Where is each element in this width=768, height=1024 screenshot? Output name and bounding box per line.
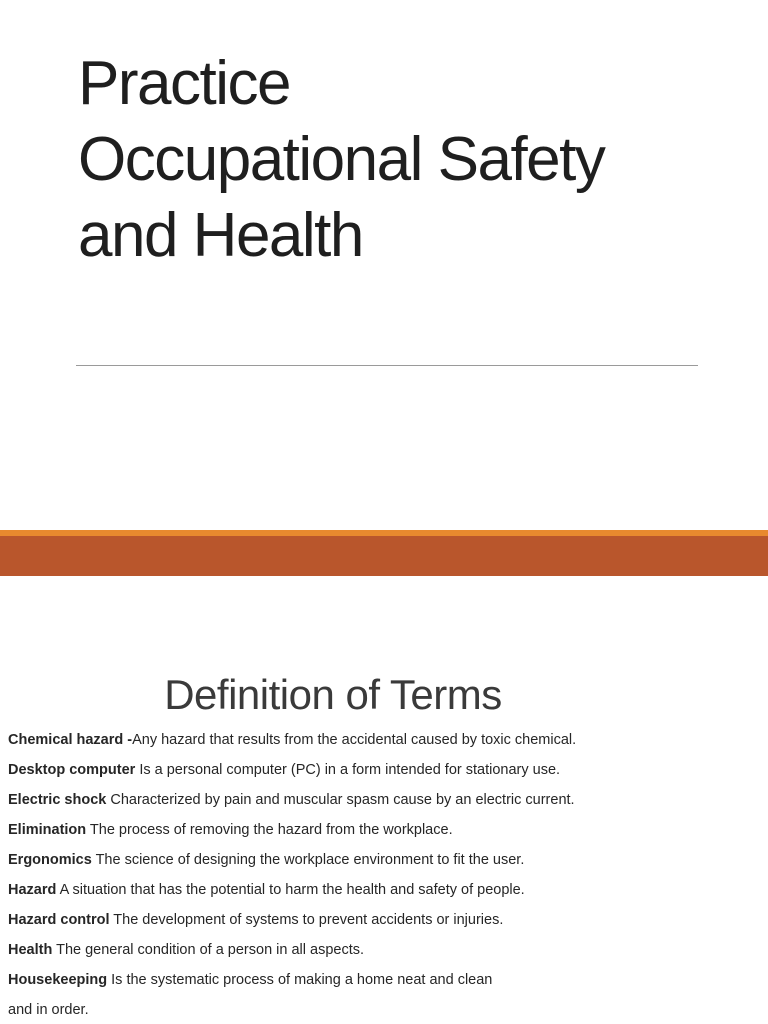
title-line: Occupational Safety <box>78 125 605 194</box>
term-item <box>8 848 758 878</box>
term-definition: The development of systems to prevent accidents or injuries. <box>109 912 504 928</box>
term-item <box>8 788 758 818</box>
term-name: Chemical hazard - <box>8 732 133 748</box>
term-item <box>8 998 758 1024</box>
term-definition: Is the systematic process of making a home neat and clean <box>107 972 493 988</box>
term-item <box>8 818 758 848</box>
title-line: and Health <box>78 201 363 270</box>
term-definition: Is a personal computer (PC) in a form intended for stationary use. <box>135 762 561 778</box>
term-definition: Characterized by pain and muscular spasm cause by an electric current. <box>106 792 575 808</box>
term-name: Health <box>8 942 53 958</box>
slide-title <box>78 46 738 274</box>
accent-band <box>0 536 768 576</box>
term-definition: A situation that has the potential to harm the health and safety of people. <box>56 882 525 898</box>
term-item <box>8 968 758 998</box>
term-name: Hazard control <box>8 912 110 928</box>
term-definition: The general condition of a person in all aspects. <box>52 942 365 958</box>
term-name: Electric shock <box>8 792 107 808</box>
term-name: Ergonomics <box>8 852 92 868</box>
terms-list <box>8 728 758 1024</box>
title-divider <box>76 365 698 366</box>
term-name: Hazard <box>8 882 57 898</box>
term-name: Housekeeping <box>8 972 108 988</box>
term-definition: Any hazard that results from the accidental caused by toxic chemical. <box>132 732 577 748</box>
title-line: Practice <box>78 49 290 118</box>
term-item <box>8 758 758 788</box>
term-name: Elimination <box>8 822 87 838</box>
term-definition: The process of removing the hazard from the workplace. <box>86 822 453 838</box>
term-item <box>8 938 758 968</box>
definitions-slide <box>0 576 768 1024</box>
term-definition: and in order. <box>8 1002 89 1018</box>
slide-heading: Definition of Terms <box>164 671 502 718</box>
term-item <box>8 878 758 908</box>
term-name: Desktop computer <box>8 762 136 778</box>
term-item <box>8 908 758 938</box>
term-item <box>8 728 758 758</box>
term-definition: The science of designing the workplace environment to fit the user. <box>91 852 525 868</box>
